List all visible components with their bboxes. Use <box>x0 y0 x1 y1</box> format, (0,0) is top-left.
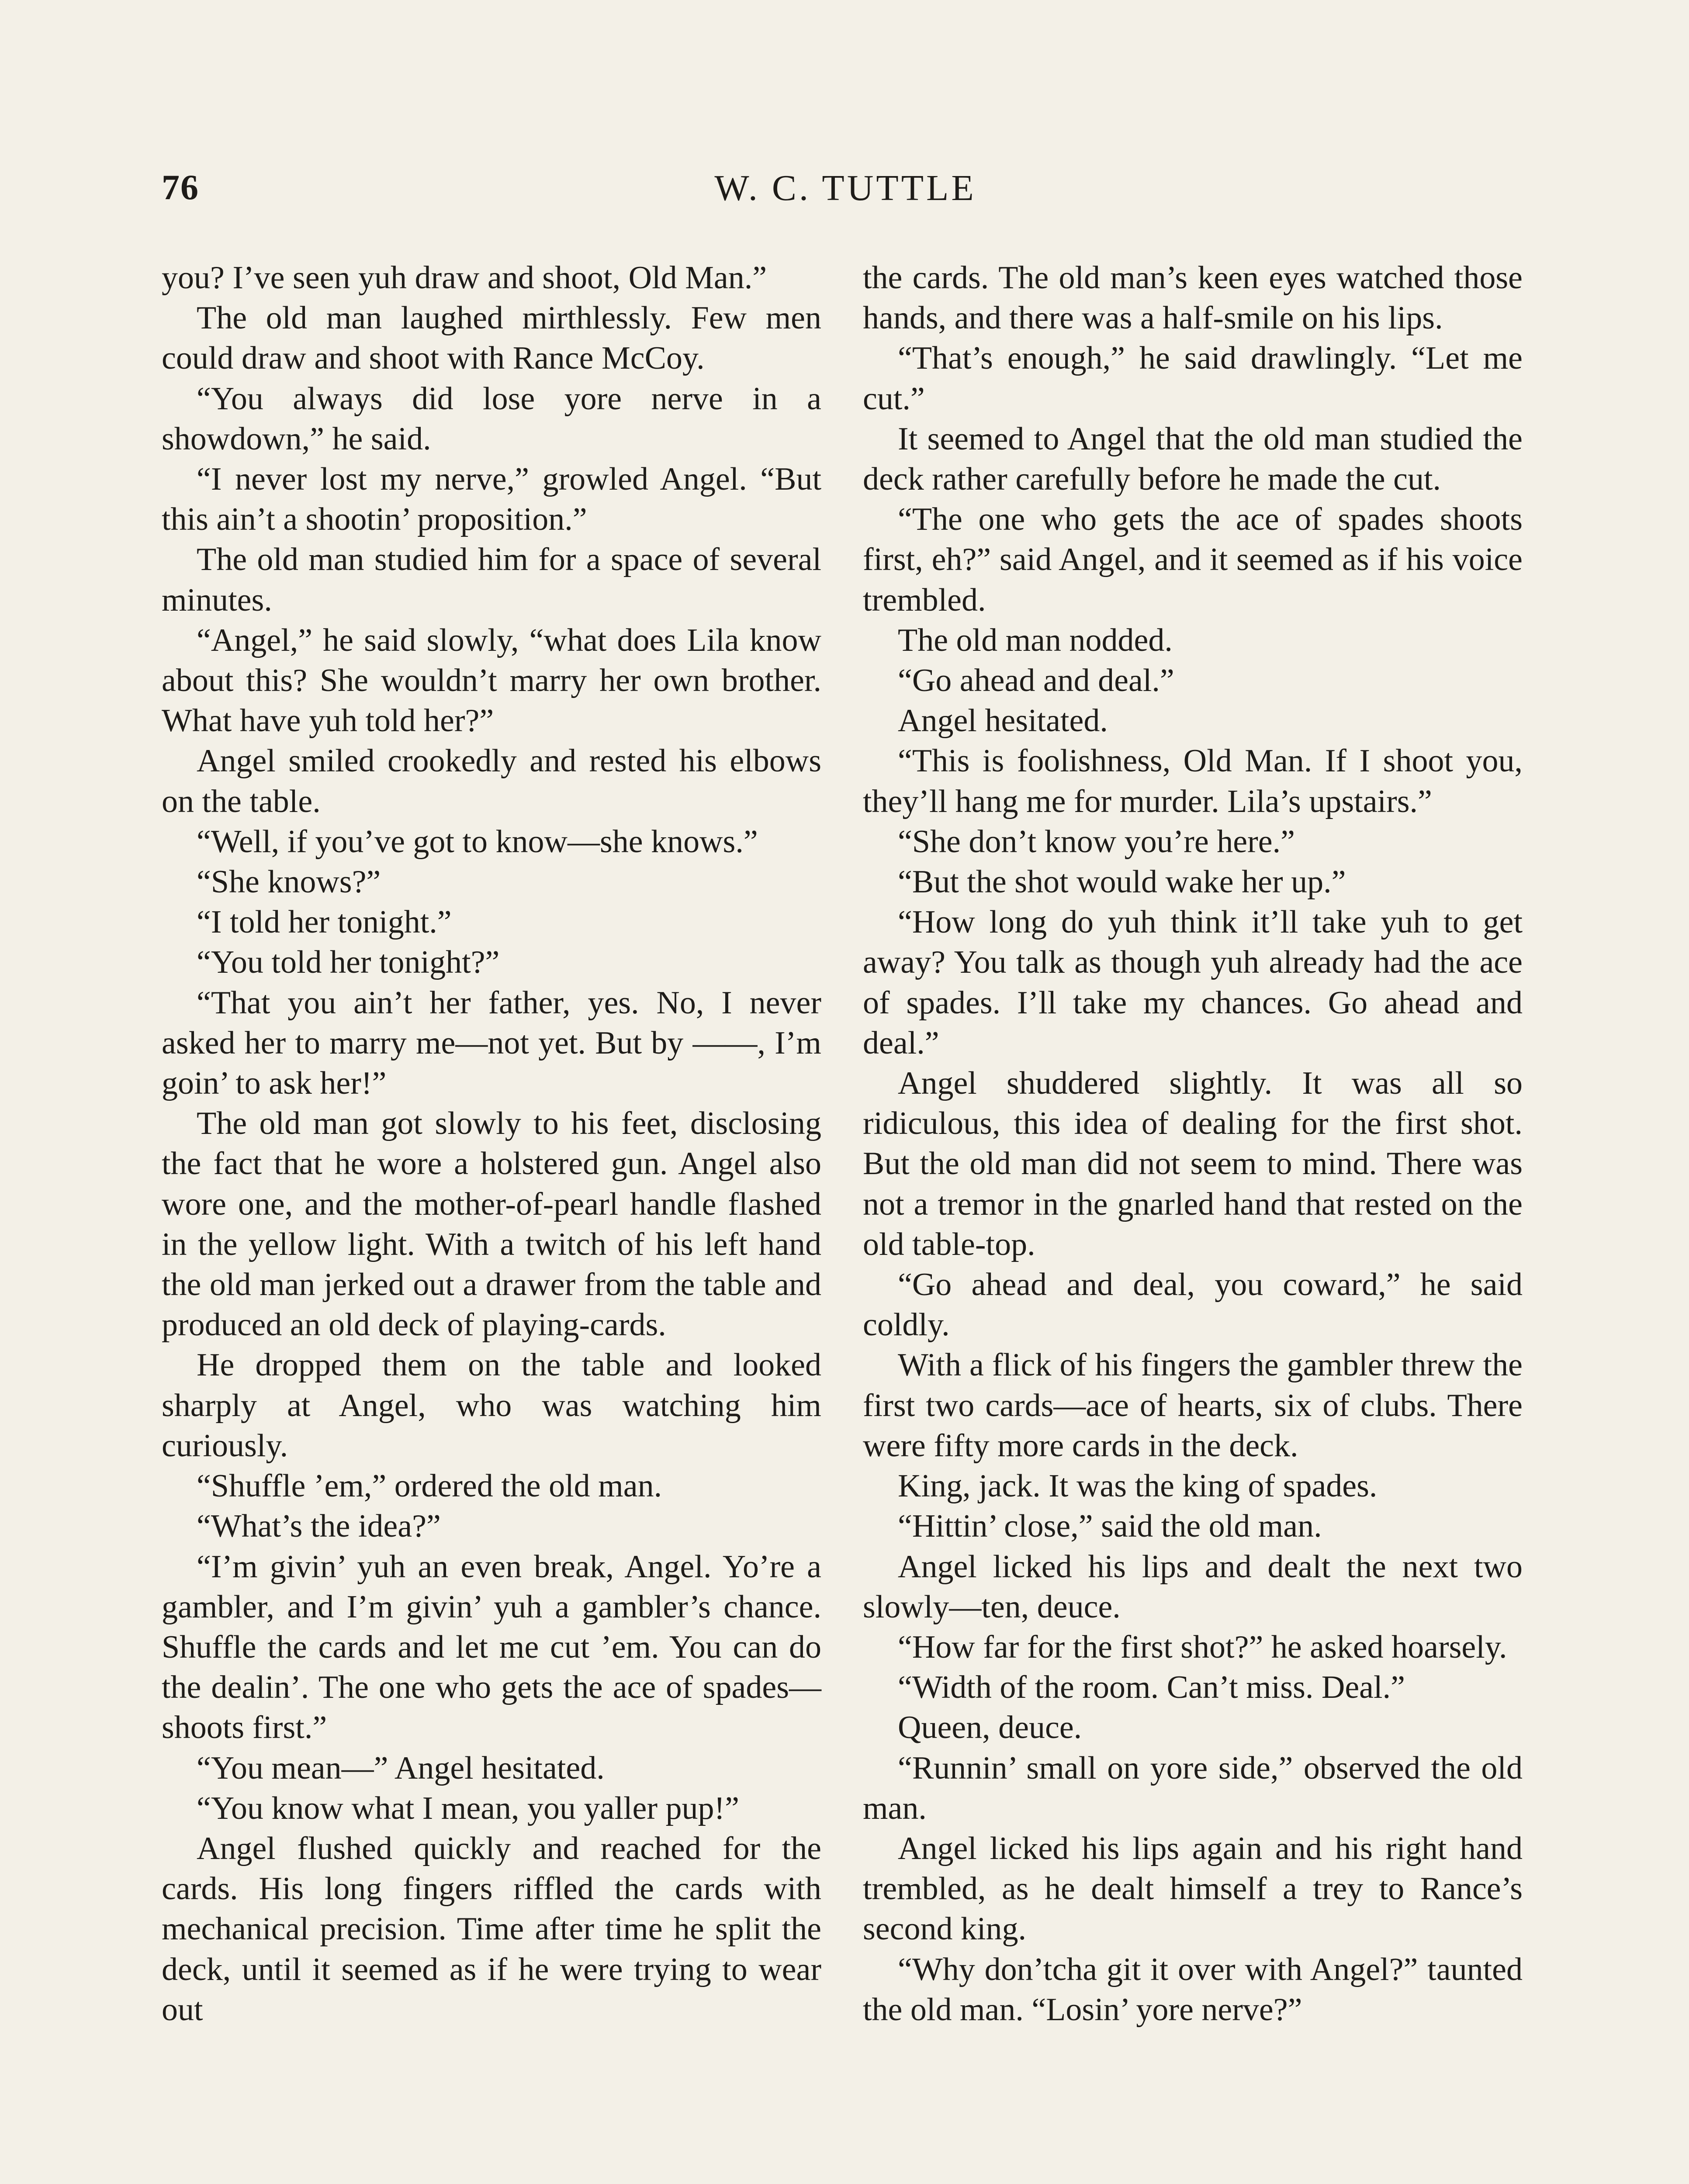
paragraph: “I’m givin’ yuh an even break, Angel. Yo’re a gambler, and I’m givin’ yuh a gambler’s chance. Shuffle the cards and let me cut ’em. You can do the dealin’. The one who gets the ace of spades—shoots first.” <box>162 1548 821 1746</box>
paragraph: “You told her tonight?” <box>197 944 500 981</box>
paragraph: “But the shot would wake her up.” <box>898 864 1346 900</box>
paragraph: you? I’ve seen yuh draw and shoot, Old Man.” <box>162 260 767 296</box>
paragraph: “You mean—” Angel hesitated. <box>197 1750 605 1786</box>
paragraph: “Well, if you’ve got to know—she knows.” <box>197 823 758 860</box>
paragraph: With a flick of his fingers the gambler threw the first two cards—ace of hearts, six of clubs. There were fifty more cards in the deck. <box>863 1347 1523 1464</box>
paragraph: “She knows?” <box>197 864 381 900</box>
paragraph: The old man nodded. <box>898 622 1173 658</box>
paragraph: “The one who gets the ace of spades shoots first, eh?” said Angel, and it seemed as if his voice trembled. <box>863 501 1523 618</box>
paragraph: “How long do yuh think it’ll take yuh to get away? You talk as though yuh already had the ace of spades. I’ll take my chances. Go ahead and deal.” <box>863 904 1523 1061</box>
paragraph: Queen, deuce. <box>898 1710 1082 1746</box>
page-number: 76 <box>162 167 199 207</box>
paragraph: King, jack. It was the king of spades. <box>898 1468 1378 1504</box>
paragraph: “This is foolishness, Old Man. If I shoot you, they’ll hang me for murder. Lila’s upstairs.” <box>863 743 1523 819</box>
paragraph: “That’s enough,” he said drawlingly. “Let me cut.” <box>863 340 1523 417</box>
running-head: W. C. TUTTLE <box>714 168 976 208</box>
paragraph: “You know what I mean, you yaller pup!” <box>197 1790 739 1826</box>
paragraph: “Width of the room. Can’t miss. Deal.” <box>898 1669 1405 1706</box>
paragraph: “Why don’tcha git it over with Angel?” taunted the old man. “Losin’ yore nerve?” <box>863 1951 1523 2028</box>
paragraph: “You always did lose yore nerve in a showdown,” he said. <box>162 380 821 457</box>
paragraph: “Go ahead and deal.” <box>898 663 1174 699</box>
paragraph: Angel smiled crookedly and rested his elbows on the table. <box>162 743 821 819</box>
page-header <box>162 167 1529 224</box>
paragraph: “She don’t know you’re here.” <box>898 823 1295 860</box>
paragraph: The old man got slowly to his feet, disclosing the fact that he wore a holstered gun. Angel also wore one, and the mother-of-pearl handle flashed in the yellow light. With a twitch of his left hand the old man jerked out a drawer from the table and produced an old deck of playing-cards. <box>162 1106 821 1343</box>
paragraph: “Go ahead and deal, you coward,” he said coldly. <box>863 1267 1523 1343</box>
paragraph: “Hittin’ close,” said the old man. <box>898 1508 1322 1545</box>
paragraph: “What’s the idea?” <box>197 1508 441 1545</box>
paragraph: Angel shuddered slightly. It was all so ridiculous, this idea of dealing for the first shot. But the old man did not seem to mind. There was not a tremor in the gnarled hand that rested on the old table-top. <box>863 1065 1523 1262</box>
paragraph: He dropped them on the table and looked sharply at Angel, who was watching him curiously. <box>162 1347 821 1464</box>
left-column <box>162 258 821 2030</box>
paragraph: “Shuffle ’em,” ordered the old man. <box>197 1468 662 1504</box>
paragraph: The old man laughed mirthlessly. Few men could draw and shoot with Rance McCoy. <box>162 300 821 377</box>
paragraph: “Runnin’ small on yore side,” observed the old man. <box>863 1750 1523 1826</box>
paragraph: The old man studied him for a space of several minutes. <box>162 542 821 618</box>
paragraph: It seemed to Angel that the old man studied the deck rather carefully before he made the cut. <box>863 421 1523 498</box>
paragraph: the cards. The old man’s keen eyes watched those hands, and there was a half-smile on his lips. <box>863 260 1523 336</box>
paragraph: “That you ain’t her father, yes. No, I never asked her to marry me—not yet. But by ——, I’m goin’ to ask her!” <box>162 985 821 1102</box>
paragraph: “Angel,” he said slowly, “what does Lila know about this? She wouldn’t marry her own brother. What have yuh told her?” <box>162 622 821 739</box>
paragraph: Angel hesitated. <box>898 703 1108 739</box>
paragraph: “I never lost my nerve,” growled Angel. “But this ain’t a shootin’ proposition.” <box>162 461 821 538</box>
paragraph: Angel flushed quickly and reached for the cards. His long fingers riffled the cards with mechanical precision. Time after time he split the deck, until it seemed as if he were trying to wear out <box>162 1830 821 2028</box>
right-column <box>863 258 1523 2030</box>
paragraph: Angel licked his lips again and his right hand trembled, as he dealt himself a trey to Rance’s second king. <box>863 1830 1523 1947</box>
paragraph: Angel licked his lips and dealt the next two slowly—ten, deuce. <box>863 1548 1523 1625</box>
paragraph: “How far for the first shot?” he asked hoarsely. <box>898 1629 1507 1665</box>
paragraph: “I told her tonight.” <box>197 904 452 940</box>
